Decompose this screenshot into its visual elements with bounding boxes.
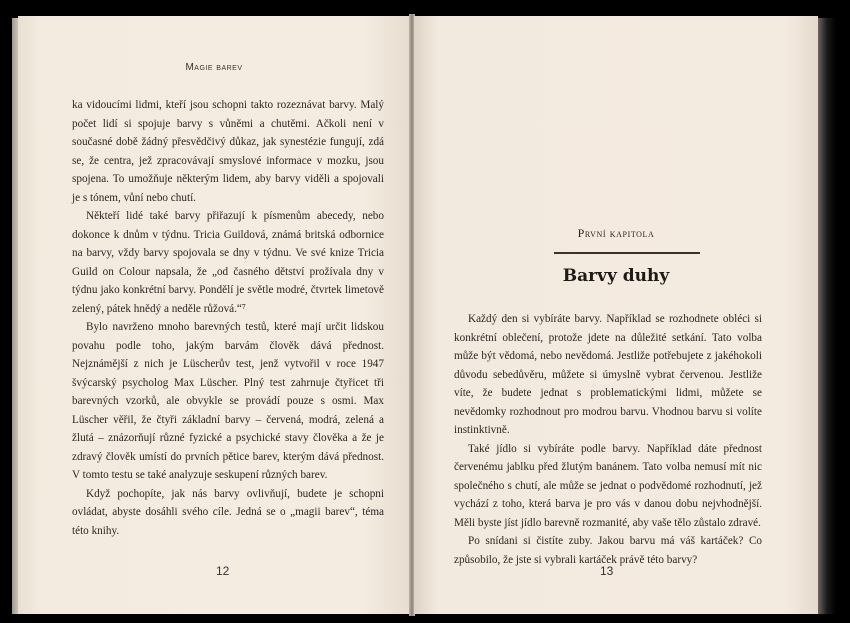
paragraph: Také jídlo si vybíráte podle barvy. Například dáte přednost červenému jablku před žlutým banánem. Tato volba nemusí mít nic společného s chutí, ale může se jednat o podvědomé rozhodnutí, jež vychází z toho, která barva je pro vás v danou dobu nejvhodnější. Měli byste jíst jídlo barevně rozmanité, aby vaše tělo zůstalo zdravé. (454, 442, 762, 529)
paragraph: Někteří lidé také barvy přiřazují k písmenům abecedy, nebo dokonce k dnům v týdnu. Tricia Guildová, známá britská odbornice na barvy, vždy barvy spojovala se dny v týdnu. Ve své knize Tricia Guild on Colour napsala, že „od časného dětství prožívala dny v týdnu jako konkrétní barvy. Pondělí je světle modré, čtvrtek limetově zelený, pátek hnědý a neděle růžová.“⁷ (72, 210, 384, 315)
page-number: 12 (216, 564, 230, 578)
page-number: 13 (600, 564, 614, 578)
left-page (18, 16, 410, 614)
right-page (414, 16, 818, 614)
paragraph: Bylo navrženo mnoho barevných testů, které mají určit lidskou povahu podle toho, jakým barvám člověk dává přednost. Nejznámější z nich je Lüscherův test, jenž vytvořil v roce 1947 švýcarský psycholog Max Lüscher. Plný test zahrnuje čtyřicet tři barevných vzorků, ale obvykle se provádí pouze s osmi. Max Lüscher věřil, že čtyři základní barvy – červená, modrá, zelená a žlutá – znázorňují různé fyzické a psychické stavy člověka a že je zdravý člověk umístí do prvních pětice barev, kterým dává přednost. V tomto testu se také analyzuje seskupení různých barev. (72, 321, 384, 481)
chapter-title: Barvy duhy (562, 266, 670, 286)
running-header: Magie barev (185, 62, 243, 73)
right-page-edge (818, 18, 836, 614)
right-body-text (454, 310, 762, 569)
paragraph: ka vidoucími lidmi, kteří jsou schopni takto rozeznávat barvy. Malý počet lidí si spojuje barvy s vůněmi a chutěmi. Ačkoli není v současné době žádný přesvědčivý důkaz, jak synestézie fungují, zdá se, že centra, jež zpracovávají smyslové informace v mozku, jsou spojena. To umožňuje některým lidem, aby barvy viděli a spojovali je s tónem, vůní nebo chutí. (72, 99, 384, 204)
left-body-text (72, 96, 384, 540)
paragraph: Po snídani si čistíte zuby. Jakou barvu má váš kartáček? Co způsobilo, že jste si vybrali kartáček právě této barvy? (454, 535, 762, 566)
paragraph: Když pochopíte, jak nás barvy ovlivňují, budete je schopni ovládat, abyste dosáhli svého cíle. Jedná se o „magii barev“, téma této knihy. (72, 487, 384, 537)
book-scan (4, 4, 846, 619)
chapter-rule (554, 252, 700, 254)
paragraph: Každý den si vybíráte barvy. Například se rozhodnete obléci si konkrétní oblečení, protože jdete na důležité setkání. Tato volba může být vědomá, nebo nevědomá. Jestliže potřebujete z jakéhokoli důvodu sebedůvěru, můžete si úmyslně vybrat červenou. Jestliže víte, že budete jednat s problematickými lidmi, můžete se nevědomky rozhodnout pro modrou barvu. Vhodnou barvu si volíte instinktivně. (454, 313, 762, 436)
chapter-label: První kapitola (577, 226, 655, 240)
